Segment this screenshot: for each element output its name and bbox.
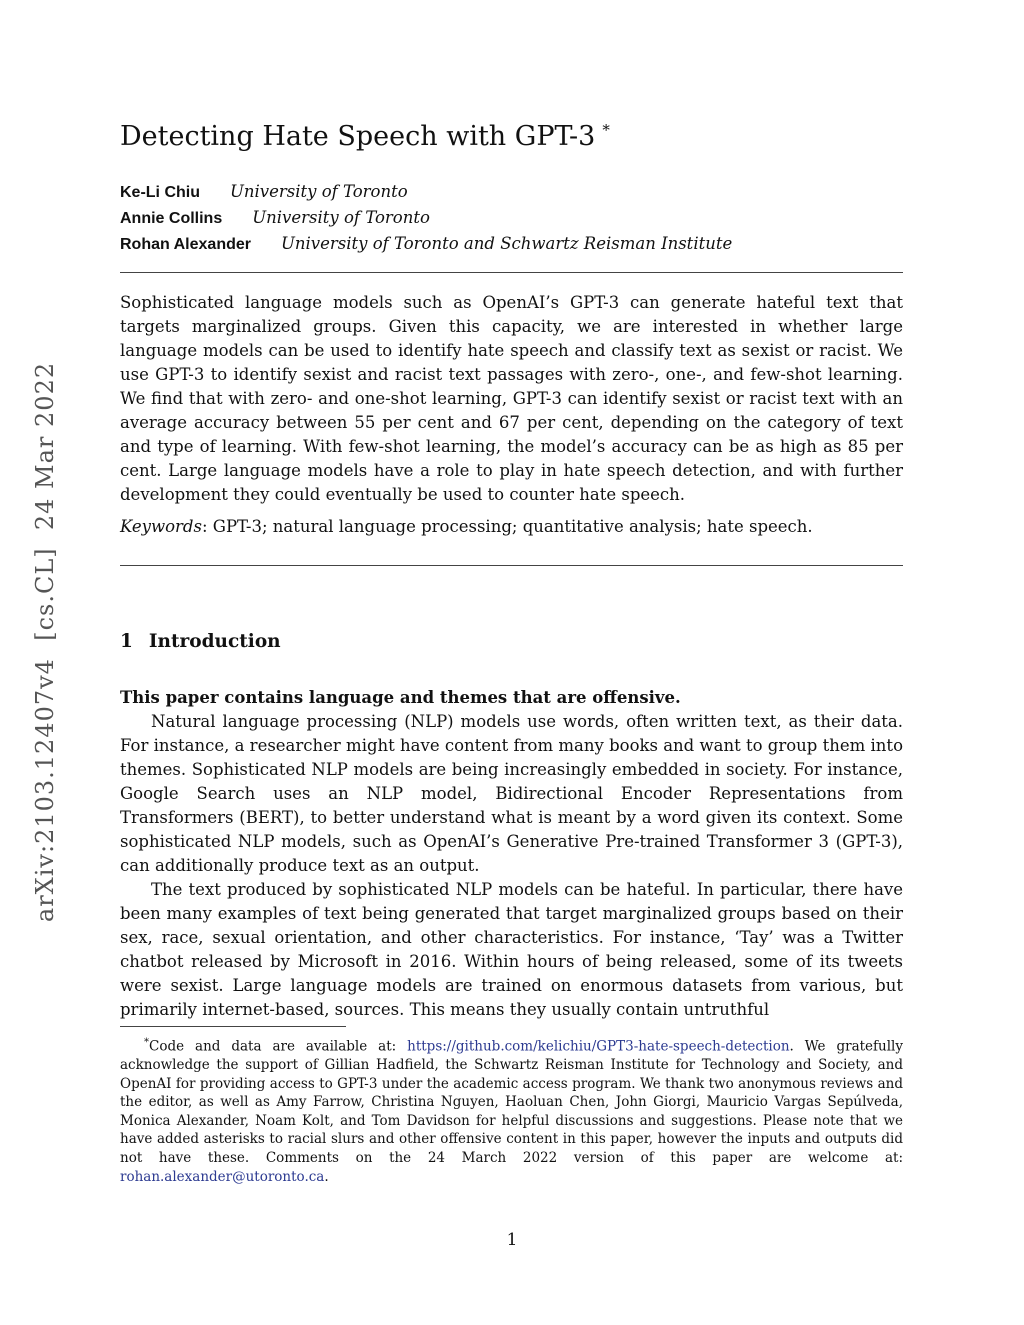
content-warning-statement: This paper contains language and themes that are offensive. [120, 688, 681, 707]
author-affiliation: University of Toronto [230, 182, 408, 201]
intro-paragraph-2: The text produced by sophisticated NLP models can be hateful. In particular, there have been many examples of text being generated that target marginalized groups based on their sex, race, sexual orientation, and other characteristics. For instance, ‘Tay’ was a Twitter chatbot released by Microsoft in 2016. Within hours of being released, some of its tweets were sexist. Large language models are trained on enormous datasets from various, but primarily internet-based, sources. This means they usually contain untruthful [120, 880, 903, 1019]
author-name: Ke-Li Chiu [120, 184, 200, 201]
title-footnote-marker: * [602, 121, 610, 139]
author-affiliation: University of Toronto [252, 208, 430, 227]
section-heading-introduction [120, 630, 903, 654]
author-affiliation: University of Toronto and Schwartz Reisman Institute [281, 234, 733, 253]
author-row [120, 205, 903, 231]
page-number: 1 [506, 1230, 518, 1250]
intro-paragraph-1: Natural language processing (NLP) models use words, often written text, as their data. For instance, a researcher might have content from many books and want to group them into themes. Sophisticated NLP models are being increasingly embedded in society. For instance, Google Search uses an NLP model, Bidirectional Encoder Representations from Transformers (BERT), to better understand what is meant by a word given its context. Some sophisticated NLP models, such as OpenAI’s Generative Pre-trained Transformer 3 (GPT-3), can additionally produce text as an output. [120, 712, 903, 875]
section-title: Introduction [148, 631, 281, 652]
keywords-line [120, 515, 903, 539]
footnote-text-middle: . We gratefully acknowledge the support of Gillian Hadfield, the Schwartz Reisman Institute for Technology and Society, and OpenAI for providing access to GPT-3 under the academic access program. We thank two anonymous reviews and the editor, as well as Amy Farrow, Christina Nguyen, Haoluan Chen, John Giorgi, Mauricio Vargas Sepúlveda, Monica Alexander, Noam Kolt, and Tom Davidson for helpful discussions and suggestions. Please note that we have added asterisks to racial slurs and other offensive content in this paper, however the inputs and outputs did not have these. Comments on the 24 March 2022 version of this paper are welcome at: [120, 1038, 903, 1167]
footnote-text-before-link: Code and data are available at: [149, 1038, 408, 1055]
abstract-divider-top [120, 272, 903, 273]
footnote-text-after: . [324, 1168, 329, 1185]
abstract-divider-bottom [120, 565, 903, 566]
paper-content-column [120, 114, 903, 1022]
footnote-block [120, 1026, 903, 1186]
section-number: 1 [120, 631, 133, 652]
email-link[interactable]: rohan.alexander@utoronto.ca [120, 1168, 325, 1185]
code-repo-link[interactable]: https://github.com/kelichiu/GPT3-hate-speech-detection [407, 1038, 790, 1055]
abstract-paragraph: Sophisticated language models such as OpenAI’s GPT-3 can generate hateful text that targets marginalized groups. Given this capacity, we are interested in whether large language models can be used to identify hate speech and classify text as sexist or racist. We use GPT-3 to identify sexist and racist text passages with zero-, one-, and few-shot learning. We find that with zero- and one-shot learning, GPT-3 can identify sexist or racist text with an average accuracy between 55 per cent and 67 per cent, depending on the category of text and type of learning. With few-shot learning, the model’s accuracy can be as high as 85 per cent. Large language models have a role to play in hate speech detection, and with further development they could eventually be used to counter hate speech. [120, 293, 903, 504]
keywords-label: Keywords [120, 517, 202, 536]
author-name: Rohan Alexander [120, 236, 251, 253]
footnote-rule [120, 1026, 346, 1027]
arxiv-watermark: arXiv:2103.12407v4 [cs.CL] 24 Mar 2022 [31, 361, 59, 923]
author-name: Annie Collins [120, 210, 223, 227]
author-row [120, 179, 903, 205]
paper-title-text: Detecting Hate Speech with GPT-3 [120, 121, 596, 152]
author-block [120, 179, 903, 257]
footnote-marker: * [144, 1037, 149, 1048]
paper-title [120, 114, 903, 153]
footnote-text [120, 1034, 903, 1186]
author-row [120, 231, 903, 257]
keywords-text: : GPT-3; natural language processing; quantitative analysis; hate speech. [201, 517, 813, 536]
